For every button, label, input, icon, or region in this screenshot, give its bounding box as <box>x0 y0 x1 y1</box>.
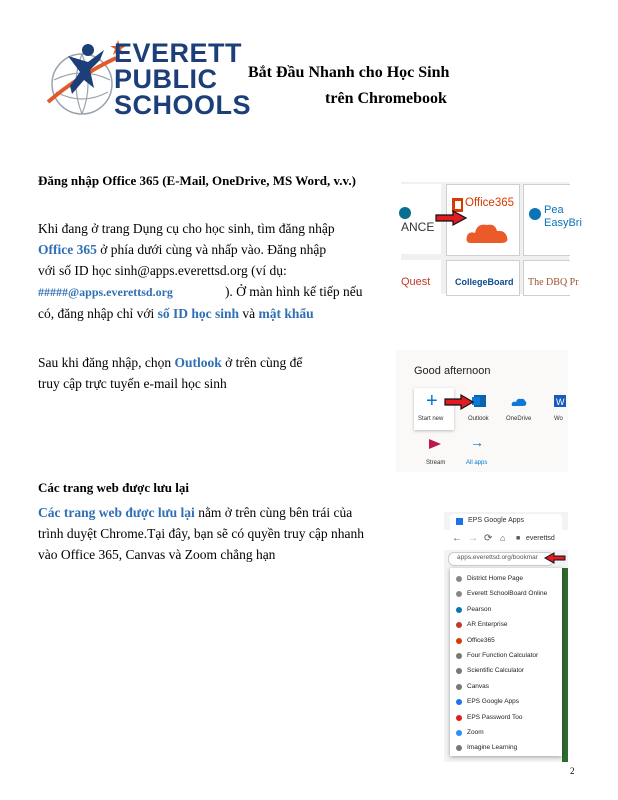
lock-icon: ■ <box>516 535 521 542</box>
outlook-icon[interactable] <box>472 394 486 408</box>
tab-favicon-icon <box>456 518 463 525</box>
svg-text:W: W <box>556 397 565 407</box>
s1-line5-a: có, đăng nhập chỉ với <box>38 306 158 321</box>
bookmark-item[interactable] <box>450 587 562 602</box>
tile-collegeboard[interactable] <box>446 260 520 296</box>
section3-body <box>38 502 433 565</box>
tile-left-icon <box>401 206 415 220</box>
bookmarks-menu <box>450 568 562 756</box>
outlook-label: Outlook <box>468 416 489 422</box>
tile-dbq-label: The DBQ Pr <box>528 277 579 288</box>
tile-office365-label: Office365 <box>465 197 515 209</box>
screenshot-office-home <box>396 350 568 472</box>
s3-line1-rest: nằm ở trên cùng bên trái của <box>194 505 353 520</box>
page-title <box>248 60 548 112</box>
password-link: mật khẩu <box>258 306 314 321</box>
bookmark-label: EPS Google Apps <box>467 698 520 706</box>
s3-line1 <box>38 502 433 523</box>
bookmark-label: District Home Page <box>467 575 523 582</box>
s1-line2-rest: ở phía dưới cùng và nhấp vào. Đăng nhập <box>96 242 327 257</box>
bookmark-item[interactable] <box>450 711 562 726</box>
start-new-label: Start new <box>418 416 444 422</box>
bookmark-item[interactable] <box>450 664 562 679</box>
stream-label: Stream <box>426 460 446 466</box>
bookmark-favicon-icon <box>456 730 462 736</box>
bookmark-label: EPS Password Too <box>467 713 523 721</box>
bookmark-label: Imagine Learning <box>467 744 518 752</box>
bookmark-favicon-icon <box>456 591 462 597</box>
logo-word-1: EVERETT <box>114 38 243 68</box>
bookmark-label: Zoom <box>467 729 484 736</box>
s2-line1-a: Sau khi đăng nhập, chọn <box>38 355 175 370</box>
bookmark-item[interactable] <box>450 741 562 756</box>
section1-heading: Đăng nhập Office 365 (E-Mail, OneDrive, MS Word, v.v.) <box>38 173 356 188</box>
url-text[interactable]: everettsd <box>526 535 555 542</box>
tab-title: EPS Google Apps <box>468 517 525 524</box>
bookmark-item[interactable] <box>450 634 562 649</box>
browser-tab[interactable] <box>450 514 562 530</box>
red-arrow-icon <box>435 210 467 226</box>
bookmark-label: Canvas <box>467 682 490 690</box>
pearson-icon <box>528 207 542 221</box>
bookmark-item[interactable] <box>450 726 562 741</box>
bookmarks-bar-text: apps.everettsd.org/bookmar <box>457 554 538 561</box>
bookmark-favicon-icon <box>456 684 462 690</box>
back-icon[interactable]: ← <box>452 533 462 544</box>
plus-icon: + <box>426 390 438 412</box>
bookmark-favicon-icon <box>456 699 462 705</box>
bookmarks-bar-input[interactable] <box>448 552 554 566</box>
bookmark-favicon-icon <box>456 607 462 613</box>
s2-line2: truy cập trực tuyến e-mail học sinh <box>38 376 227 391</box>
all-apps-label: All apps <box>466 460 488 466</box>
bookmark-label: Pearson <box>467 605 492 613</box>
word-label: Wo <box>554 416 563 422</box>
bookmark-label: Four Function Calculator <box>467 652 539 659</box>
tile-collegeboard-label: CollegeBoard <box>455 277 514 287</box>
title-line-1: Bắt Đầu Nhanh cho Học Sinh <box>248 64 450 81</box>
bookmark-favicon-icon <box>456 745 462 751</box>
bookmark-favicon-icon <box>456 576 462 582</box>
outlook-link[interactable]: Outlook <box>174 355 222 370</box>
tile-questar <box>401 260 441 294</box>
browser-toolbar <box>444 530 568 550</box>
bookmark-item[interactable] <box>450 649 562 664</box>
tile-dbq[interactable] <box>523 260 579 296</box>
bookmark-item[interactable] <box>450 680 562 695</box>
bookmark-label: Scientific Calculator <box>467 667 525 675</box>
bookmark-favicon-icon <box>456 653 462 659</box>
bookmark-item[interactable] <box>450 572 562 587</box>
reload-icon[interactable]: ⟳ <box>484 533 493 544</box>
tile-pearson[interactable] <box>523 184 582 256</box>
red-arrow-icon-3 <box>544 552 566 564</box>
s1-line4-rest: ). Ở màn hình kế tiếp nếu <box>224 284 363 299</box>
s1-line1: Khi đang ở trang Dụng cụ cho học sinh, tìm đăng nhập <box>38 221 335 236</box>
screenshot-student-tools <box>401 182 582 294</box>
s2-line1-b: ở trên cùng để <box>221 355 303 370</box>
tile-pearson-label: Pea EasyBri <box>544 204 582 229</box>
s3-line3: vào Office 365, Canvas và Zoom chẳng hạn <box>38 547 276 562</box>
word-icon[interactable] <box>554 394 566 408</box>
office365-link[interactable]: Office 365 <box>38 242 97 257</box>
tile-questar-label: Quest <box>401 276 431 288</box>
s1-line4 <box>38 281 388 303</box>
s1-line5-b: và <box>239 306 259 321</box>
tile-left-label: ANCE <box>401 220 435 234</box>
cloud-icon <box>465 221 509 245</box>
bookmark-label: Office365 <box>467 636 495 644</box>
title-line-2: trên Chromebook <box>325 90 447 107</box>
section1-body <box>38 218 388 324</box>
screenshot-chrome-bookmarks <box>444 512 568 762</box>
bookmark-favicon-icon <box>456 715 462 721</box>
saved-sites-link[interactable]: Các trang web được lưu lại <box>38 505 195 520</box>
s1-line2 <box>38 239 388 260</box>
bookmark-label: Everett SchoolBoard Online <box>467 590 548 598</box>
s1-line3: với số ID học sinh@apps.everettsd.org (ví dụ: <box>38 263 287 278</box>
home-icon[interactable]: ⌂ <box>500 533 506 543</box>
s3-line2: trình duyệt Chrome.Tại đây, bạn sẽ có quyền truy cập nhanh <box>38 526 365 541</box>
onedrive-label: OneDrive <box>506 416 532 422</box>
section2-body <box>38 352 368 394</box>
bookmark-label: AR Enterprise <box>467 621 508 629</box>
bookmark-item[interactable] <box>450 695 562 710</box>
logo-word-3: SCHOOLS <box>114 90 252 120</box>
red-arrow-icon-2 <box>444 394 474 410</box>
stream-icon[interactable] <box>428 438 442 450</box>
arrow-right-icon[interactable]: → <box>470 434 484 450</box>
page-bg-strip <box>562 568 568 762</box>
page-number: 2 <box>570 766 575 776</box>
bookmark-item[interactable] <box>450 618 562 633</box>
logo-word-2: PUBLIC <box>114 64 218 94</box>
logo <box>44 36 252 120</box>
forward-icon[interactable]: → <box>468 533 478 544</box>
section3-heading: Các trang web được lưu lại <box>38 480 189 495</box>
bookmark-favicon-icon <box>456 622 462 628</box>
bookmark-favicon-icon <box>456 638 462 644</box>
onedrive-icon[interactable] <box>511 397 527 407</box>
student-id-link: số ID học sinh <box>157 306 240 321</box>
s1-line5 <box>38 303 388 324</box>
s2-line1 <box>38 352 368 373</box>
bookmark-item[interactable] <box>450 603 562 618</box>
greeting: Good afternoon <box>414 365 491 377</box>
bookmark-favicon-icon <box>456 668 462 674</box>
example-email-link[interactable]: #####@apps.everettsd.org <box>38 285 173 299</box>
